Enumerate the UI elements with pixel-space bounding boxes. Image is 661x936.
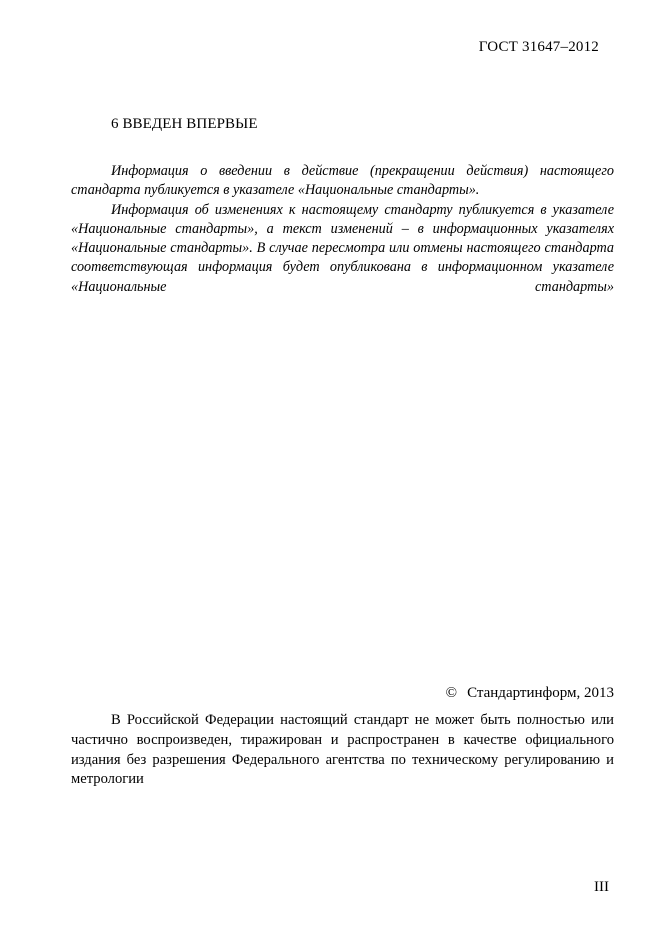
page-number: III bbox=[594, 879, 609, 895]
legal-notice-block bbox=[71, 711, 614, 790]
info-paragraph-2: Информация об изменениях к настоящему стандарту публикуется в указателе «Национальные стандарты», а текст изменений – в информационных указателях «Национальные стандарты». В случае пересмотра или отмены настоящего стандарта соответствующая информация будет опубликована в информационном указателе «Национальные стандарты» bbox=[71, 201, 614, 295]
legal-notice: В Российской Федерации настоящий стандарт не может быть полностью или частично воспроизведен, тиражирован и распространен в качестве официального издания без разрешения Федерального агентства по техническому регулированию и метрологии bbox=[71, 712, 614, 788]
section-6-heading: 6 ВВЕДЕН ВПЕРВЫЕ bbox=[111, 116, 258, 132]
info-paragraph-1: Информация о введении в действие (прекращении действия) настоящего стандарта публикуется в указателе «Национальные стандарты». bbox=[71, 163, 614, 199]
copyright-line bbox=[446, 684, 614, 702]
publication-info-block bbox=[71, 162, 614, 297]
standard-code-header: ГОСТ 31647–2012 bbox=[478, 39, 599, 55]
copyright-symbol: © bbox=[445, 685, 458, 701]
copyright-text: Стандартинформ, 2013 bbox=[467, 685, 614, 701]
